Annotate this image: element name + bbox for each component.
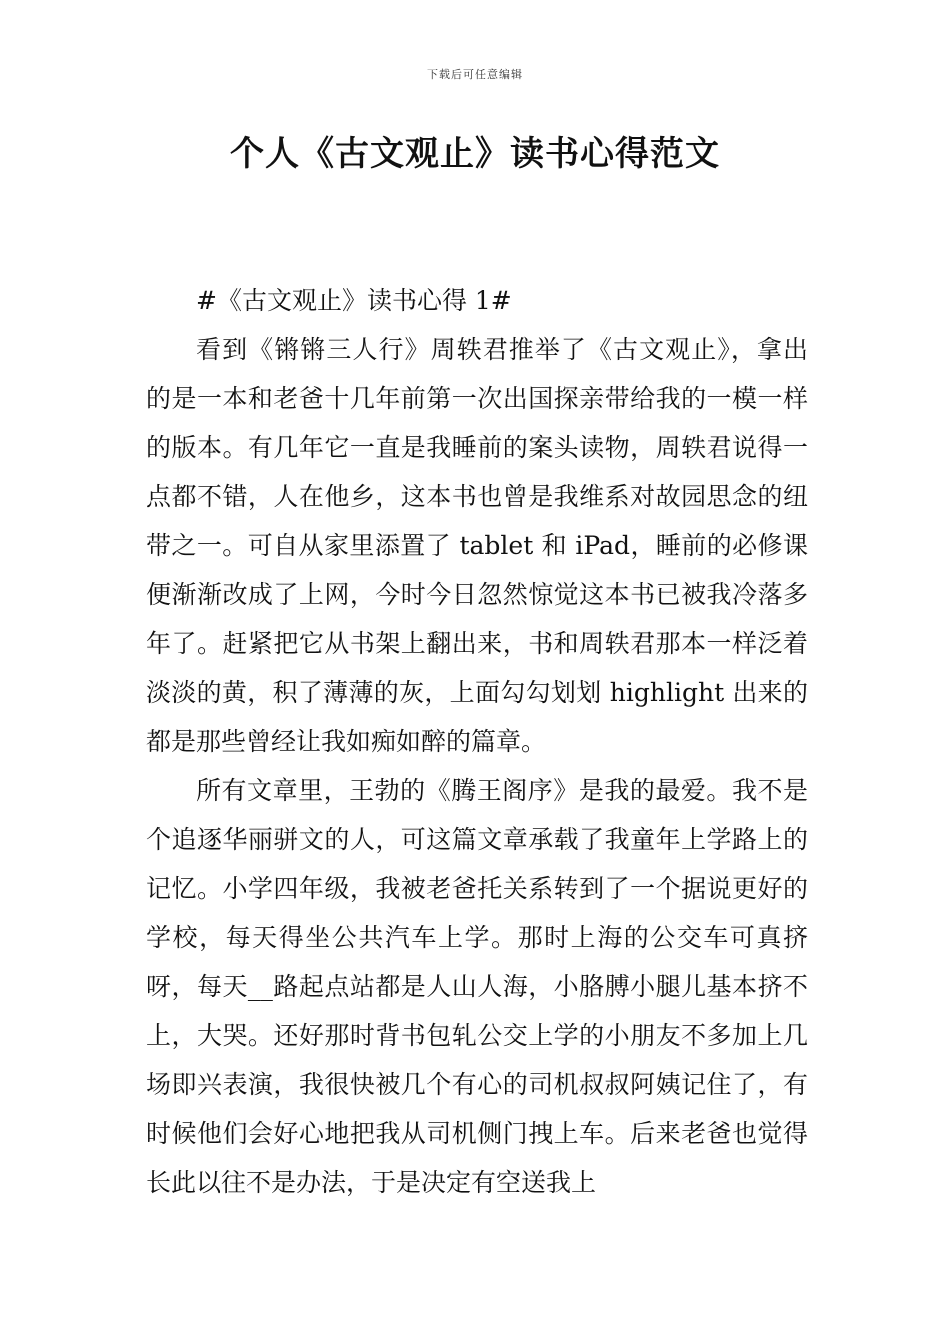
document-body [146, 276, 808, 1207]
page-header-note: 下载后可任意编辑 [427, 68, 523, 81]
document-title: 个人《古文观止》读书心得范文 [230, 134, 720, 174]
body-paragraph-1: 看到《锵锵三人行》周轶君推举了《古文观止》，拿出的是一本和老爸十几年前第一次出国探亲带给我的一模一样的版本。有几年它一直是我睡前的案头读物，周轶君说得一点都不错，人在他乡，这本书也曾是我维系对故园思念的纽带之一。可自从家里添置了 tablet 和 iPad，睡前的必修课便渐渐改成了上网，今时今日忽然惊觉这本书已被我冷落多年了。赶紧把它从书架上翻出来，书和周轶君那本一样泛着淡淡的黄，积了薄薄的灰，上面勾勾划划 highlight 出来的都是那些曾经让我如痴如醉的篇章。 [146, 335, 808, 756]
section-heading: #《古文观止》读书心得 1# [196, 286, 512, 315]
body-paragraph-2: 所有文章里，王勃的《腾王阁序》是我的最爱。我不是个追逐华丽骈文的人，可这篇文章承载了我童年上学路上的记忆。小学四年级，我被老爸托关系转到了一个据说更好的学校，每天得坐公共汽车上学。那时上海的公交车可真挤呀，每天__路起点站都是人山人海，小胳膊小腿儿基本挤不上，大哭。还好那时背书包轧公交上学的小朋友不多加上几场即兴表演，我很快被几个有心的司机叔叔阿姨记住了，有时候他们会好心地把我从司机侧门拽上车。后来老爸也觉得长此以往不是办法，于是决定有空送我上 [146, 776, 808, 1197]
